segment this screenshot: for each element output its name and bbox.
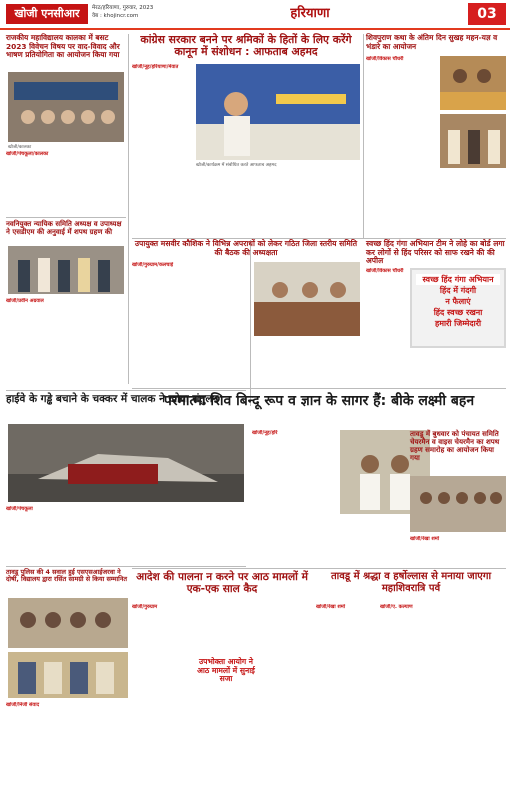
article-body xyxy=(254,340,360,386)
article-headline: स्वच्छ हिंद गंगा अभियान टीम ने लोहे का बोर्ड लगा कर लोगों से हिंद परिसर को साफ रखने की की अपील xyxy=(366,239,505,266)
article-dateline: खोजी/गुरुग्राम/कलचाई xyxy=(132,262,174,268)
masthead-meta xyxy=(92,4,153,20)
column-rule xyxy=(250,240,251,406)
article-body xyxy=(132,64,192,236)
photo-placeholder xyxy=(8,598,128,648)
photo-caption: खोजी/कालका xyxy=(8,145,32,150)
article-sub-dateline: खोजी/ए. कल्याण xyxy=(380,604,413,610)
yagya-photo xyxy=(440,56,506,110)
lead-photo xyxy=(196,64,360,160)
article-headline: हाईवे के गड्ढे बचाने के चक्कर में चालक ने खोया संतुलन xyxy=(6,393,219,405)
photo-placeholder xyxy=(196,64,360,160)
placard-line: हिंद स्वच्छ रखना xyxy=(433,308,483,317)
meeting-photo xyxy=(254,262,360,336)
article-dateline: खोजी/विकास चौधरी xyxy=(366,268,404,274)
article-body xyxy=(316,604,376,794)
masthead xyxy=(0,0,510,30)
article-body xyxy=(440,172,506,234)
article-dateline: खोजी/रेखा शर्मा xyxy=(316,604,346,610)
section-title: हरियाणा xyxy=(290,6,330,21)
section-divider xyxy=(6,566,246,567)
article-dateline: खोजी/रेखा शर्मा xyxy=(410,536,440,542)
photo-placeholder xyxy=(440,56,506,110)
article-dateline: खोजी/नूह/हरियाणा/मेवात xyxy=(132,64,179,70)
article-body xyxy=(366,56,436,234)
article-body xyxy=(410,536,506,566)
article-headline: आदेश की पालना न करने पर आठ मामलों में एक-एक साल कैद xyxy=(136,571,308,596)
article-body xyxy=(132,604,192,794)
article-headline: राजकीय महाविद्यालय कालका में बसट 2023 विवेचन विषय पर वाद-विवाद और भाषण प्रतियोगिता का आयोजन किया गया xyxy=(6,33,120,60)
placard-line: हमारी जिम्मेदारी xyxy=(434,319,482,328)
photo-placeholder xyxy=(254,262,360,336)
article-headline: तावडू में बुधवार को पंचायत समिति चेयरमैन व वाइस चेयरमैन का शपथ ग्रहण समारोह का आयोजन किया गया xyxy=(410,430,500,463)
photo-placeholder xyxy=(8,72,124,142)
photo-placeholder xyxy=(8,246,124,294)
article-headline: शिवपुराण कथा के अंतिम दिन सुखह महन-यज्ञ व भंडारे का आयोजन xyxy=(366,33,498,51)
swearing-in-photo xyxy=(410,476,506,532)
article-dateline: खोजी/प्रवीन अग्रवाल xyxy=(6,298,44,304)
article-headline: परमात्मा शिव बिन्दू रूप व ज्ञान के सागर हैं: बीके लक्ष्मी बहन xyxy=(163,393,475,409)
column-rule xyxy=(363,34,364,238)
column-rule xyxy=(128,276,129,384)
bhandara-photo xyxy=(440,114,506,168)
accident-photo xyxy=(8,424,244,502)
article-headline: तावडू पुलिस की 4 सवाल हुई एसएसआईजरवा ने दोषी, विद्यालय द्वारा रसिंत सामग्री से किया सम्मानित xyxy=(6,568,128,584)
article-body xyxy=(6,298,126,388)
article-body xyxy=(252,430,336,566)
section-divider xyxy=(132,388,506,389)
article-body xyxy=(132,262,248,368)
photo-placeholder xyxy=(8,652,128,698)
article-dateline: खोजी/पंचकूला/कालका xyxy=(6,151,49,157)
event-photo xyxy=(8,246,124,294)
cleanliness-placard xyxy=(410,268,506,348)
section-divider xyxy=(6,217,126,218)
brand-logo: खोजी एनसीआर xyxy=(6,4,88,24)
article-body xyxy=(410,352,506,386)
article-body xyxy=(196,170,360,236)
meta-line: वेब : khojincr.com xyxy=(92,13,139,19)
page-number: 03 xyxy=(468,3,506,25)
event-photo xyxy=(8,72,124,142)
meta-line: मेरठ/हरियाणा, गुरुवार, 2023 xyxy=(92,5,154,11)
article-dateline: खोजी/निजी संवाद xyxy=(6,702,40,708)
photo-caption: खोजी/कार्यक्रम में संबोधित करते आफताब अहमद xyxy=(196,163,277,168)
section-divider xyxy=(132,568,506,569)
placard-line: स्वच्छ हिंद गंगा अभियान xyxy=(416,274,500,285)
pull-quote: उपभोक्ता आयोग ने आठ मामलों में सुनाई सजा xyxy=(197,657,255,684)
article-body xyxy=(444,604,506,794)
article-dateline: खोजी/विकास चौधरी xyxy=(366,56,404,62)
article-dateline: खोजी/नूह/हरि xyxy=(252,430,278,436)
placard-line: हिंद में गंदगी xyxy=(439,286,477,295)
article-body xyxy=(380,604,440,794)
article-dateline: खोजी/गुरुग्राम xyxy=(132,604,158,610)
article-headline: नवनियुक्त न्यायिक समिति अध्यक्ष व उपाध्यक्ष ने एसडीएम की अनुवाई में शपथ ग्रहण की xyxy=(6,220,122,237)
article-body xyxy=(196,604,256,794)
article-dateline: खोजी/पंचकूला xyxy=(6,506,33,512)
article-body xyxy=(6,506,246,564)
placard-line: न फैलाएं xyxy=(445,297,471,306)
award-photo xyxy=(8,598,128,648)
article-headline: उपायुक्त मसवीर कौशिक ने विभिन्न अपराधों को लेकर गठित जिला स्तरीय समिति की बैठक की अध्यक्षता xyxy=(134,239,358,257)
article-headline: तावडू में श्रद्धा व हर्षोल्लास से मनाया जाएगा महाशिवरात्रि पर्व xyxy=(330,571,492,594)
photo-placeholder xyxy=(410,476,506,532)
column-rule xyxy=(128,34,129,276)
lead-headline: कांग्रेस सरकार बनने पर श्रमिकों के हितों के लिए करेंगे कानून में संशोधन : आफताब अहमद xyxy=(140,33,352,59)
article-body xyxy=(260,604,312,794)
ceremony-photo xyxy=(8,652,128,698)
article-body xyxy=(366,268,406,384)
photo-placeholder xyxy=(8,424,244,502)
article-body xyxy=(6,151,126,215)
section-divider xyxy=(6,390,246,391)
photo-placeholder xyxy=(440,114,506,168)
